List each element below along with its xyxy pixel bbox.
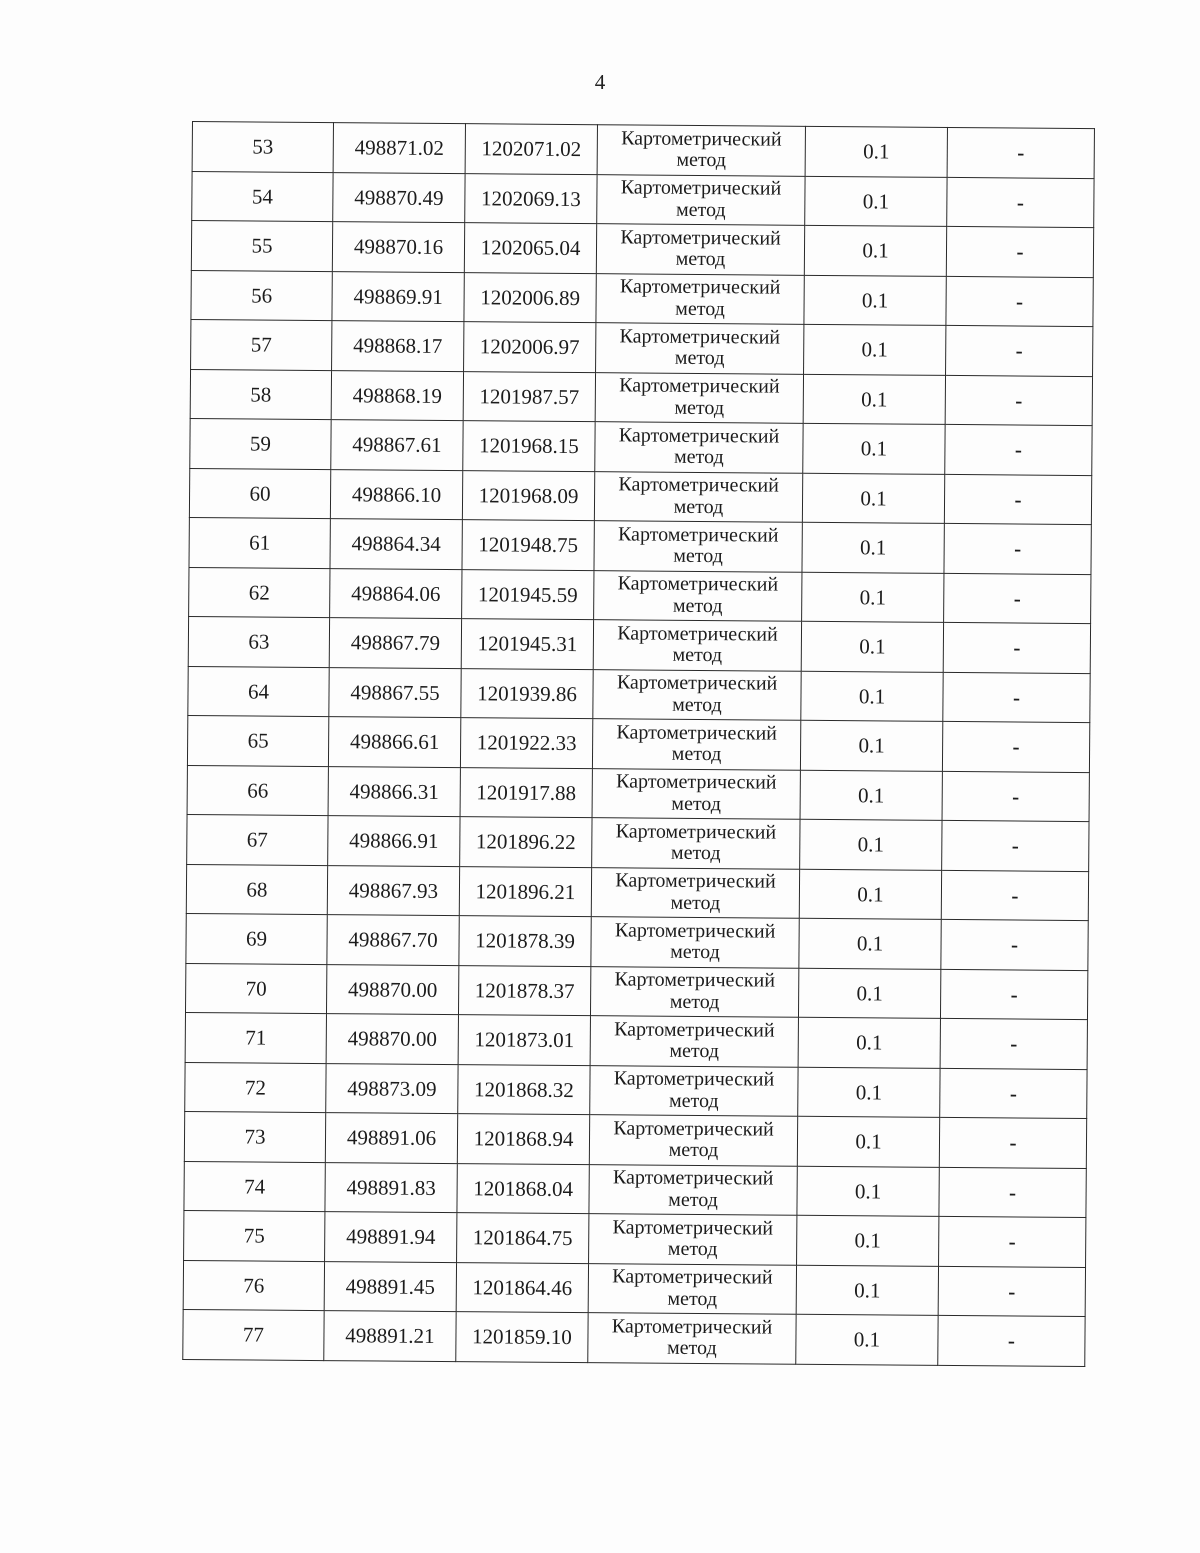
accuracy-cell: 0.1 <box>802 473 944 524</box>
coordinate-y-cell: 1201896.22 <box>460 817 592 868</box>
accuracy-cell: 0.1 <box>803 423 945 474</box>
coordinate-y-cell: 1201868.32 <box>458 1064 590 1115</box>
method-cell <box>597 125 805 176</box>
method-line-2: метод <box>675 198 726 221</box>
table-row <box>189 468 1091 525</box>
method-cell <box>594 471 802 522</box>
accuracy-cell: 0.1 <box>798 1017 940 1068</box>
method-line-1: Картометрический <box>613 1067 775 1091</box>
table-row <box>191 319 1093 376</box>
accuracy-cell: 0.1 <box>802 522 944 573</box>
coordinate-y-cell: 1201864.75 <box>457 1213 589 1264</box>
method-line-1: Картометрический <box>614 968 776 992</box>
point-number-cell: 62 <box>189 567 330 618</box>
method-line-2: метод <box>674 347 725 370</box>
note-cell: - <box>939 1117 1086 1168</box>
coordinate-y-cell: 1201896.21 <box>459 866 591 917</box>
accuracy-cell: 0.1 <box>801 671 943 722</box>
coordinate-y-cell: 1201968.15 <box>463 421 595 472</box>
method-cell <box>590 1016 798 1067</box>
point-number-cell: 66 <box>187 765 328 816</box>
table-row <box>189 567 1091 624</box>
coordinate-x-cell: 498866.10 <box>330 469 462 520</box>
method-line-2: метод <box>669 990 720 1013</box>
method-line-2: метод <box>675 248 726 271</box>
accuracy-cell: 0.1 <box>797 1215 939 1266</box>
accuracy-cell: 0.1 <box>800 720 942 771</box>
method-cell <box>591 867 799 918</box>
method-cell <box>589 1115 797 1166</box>
point-number-cell: 61 <box>189 517 330 568</box>
note-cell: - <box>946 276 1093 327</box>
accuracy-cell: 0.1 <box>802 572 944 623</box>
note-cell: - <box>942 721 1089 772</box>
method-line-2: метод <box>667 1287 718 1310</box>
method-cell <box>594 521 802 572</box>
note-cell: - <box>940 1018 1087 1069</box>
coordinate-y-cell: 1201878.39 <box>459 916 591 967</box>
method-line-2: метод <box>675 297 725 320</box>
coordinate-x-cell: 498891.94 <box>325 1212 457 1263</box>
point-number-cell: 57 <box>191 319 332 370</box>
note-cell: - <box>946 226 1093 277</box>
coordinate-y-cell: 1202071.02 <box>465 124 597 175</box>
note-cell: - <box>943 672 1090 723</box>
accuracy-cell: 0.1 <box>805 176 947 227</box>
table-row <box>185 963 1087 1020</box>
coordinates-table-body <box>183 122 1095 1367</box>
method-line-2: метод <box>670 891 721 914</box>
method-cell <box>592 818 800 869</box>
method-line-2: метод <box>671 792 722 815</box>
method-cell <box>596 224 804 275</box>
method-cell <box>588 1313 796 1364</box>
note-cell: - <box>945 375 1092 426</box>
method-line-1: Картометрический <box>618 424 780 448</box>
coordinate-x-cell: 498870.00 <box>326 964 458 1015</box>
point-number-cell: 55 <box>191 221 332 272</box>
point-number-cell: 73 <box>184 1111 325 1162</box>
method-line-2: метод <box>672 594 723 617</box>
accuracy-cell: 0.1 <box>804 275 946 326</box>
coordinate-y-cell: 1202069.13 <box>465 173 597 224</box>
method-cell <box>596 273 804 324</box>
method-cell <box>589 1214 797 1265</box>
table-row <box>183 1309 1085 1366</box>
method-line-1: Картометрический <box>621 127 782 151</box>
coordinate-y-cell: 1202006.97 <box>464 322 596 373</box>
table-row <box>184 1161 1086 1218</box>
coordinate-x-cell: 498871.02 <box>333 123 465 174</box>
point-number-cell: 56 <box>191 270 332 321</box>
accuracy-cell: 0.1 <box>800 819 942 870</box>
accuracy-cell: 0.1 <box>803 374 945 425</box>
table-row <box>184 1111 1086 1168</box>
note-cell: - <box>947 177 1094 228</box>
point-number-cell: 67 <box>187 814 328 865</box>
method-line-2: метод <box>670 842 721 865</box>
coordinate-y-cell: 1201864.46 <box>456 1262 588 1313</box>
method-cell <box>597 174 805 225</box>
coordinate-y-cell: 1201922.33 <box>460 718 592 769</box>
table-row <box>188 666 1090 723</box>
coordinate-y-cell: 1202065.04 <box>464 223 596 274</box>
point-number-cell: 71 <box>185 1012 326 1063</box>
coordinate-x-cell: 498867.61 <box>331 420 463 471</box>
note-cell: - <box>944 523 1091 574</box>
method-line-1: Картометрический <box>617 572 779 596</box>
method-line-2: метод <box>676 149 727 172</box>
coordinate-y-cell: 1202006.89 <box>464 272 596 323</box>
table-row <box>188 616 1090 673</box>
point-number-cell: 68 <box>186 864 327 915</box>
point-number-cell: 59 <box>190 418 331 469</box>
coordinate-x-cell: 498891.45 <box>324 1261 456 1312</box>
method-line-2: метод <box>674 396 725 419</box>
method-line-1: Картометрический <box>612 1166 774 1190</box>
table-row <box>183 1260 1085 1317</box>
coordinate-y-cell: 1201868.04 <box>457 1163 589 1214</box>
accuracy-cell: 0.1 <box>797 1166 939 1217</box>
coordinate-x-cell: 498866.91 <box>328 816 460 867</box>
table-row <box>185 1012 1087 1069</box>
method-cell <box>594 570 802 621</box>
coordinate-y-cell: 1201948.75 <box>462 520 594 571</box>
note-cell: - <box>945 424 1092 475</box>
point-number-cell: 64 <box>188 666 329 717</box>
method-line-1: Картометрический <box>618 473 779 497</box>
point-number-cell: 69 <box>186 913 327 964</box>
method-line-2: метод <box>668 1188 718 1211</box>
method-line-1: Картометрический <box>614 919 776 943</box>
note-cell: - <box>941 919 1088 970</box>
method-line-2: метод <box>672 693 722 716</box>
coordinate-x-cell: 498870.49 <box>333 172 465 223</box>
note-cell: - <box>940 1068 1087 1119</box>
note-cell: - <box>943 622 1090 673</box>
note-cell: - <box>946 325 1093 376</box>
method-line-2: метод <box>670 941 720 964</box>
note-cell: - <box>939 1167 1086 1218</box>
point-number-cell: 75 <box>184 1210 325 1261</box>
accuracy-cell: 0.1 <box>800 770 942 821</box>
coordinate-x-cell: 498869.91 <box>332 271 464 322</box>
coordinate-x-cell: 498866.31 <box>328 766 460 817</box>
coordinate-y-cell: 1201878.37 <box>458 965 590 1016</box>
method-line-1: Картометрический <box>613 1116 774 1141</box>
point-number-cell: 53 <box>192 122 333 173</box>
method-line-1: Картометрический <box>616 770 777 794</box>
table-row <box>192 171 1094 228</box>
method-line-1: Картометрический <box>612 1215 774 1240</box>
point-number-cell: 65 <box>187 715 328 766</box>
method-line-2: метод <box>668 1089 719 1112</box>
method-cell <box>589 1164 797 1215</box>
coordinate-y-cell: 1201945.59 <box>462 569 594 620</box>
method-cell <box>588 1263 796 1314</box>
coordinate-x-cell: 498891.06 <box>325 1113 457 1164</box>
coordinate-x-cell: 498864.34 <box>330 519 462 570</box>
coordinate-x-cell: 498870.00 <box>326 1014 458 1065</box>
method-cell <box>590 1065 798 1116</box>
point-number-cell: 54 <box>192 171 333 222</box>
method-line-1: Картометрический <box>616 721 778 745</box>
point-number-cell: 70 <box>185 963 326 1014</box>
method-cell <box>595 372 803 423</box>
method-cell <box>593 620 801 671</box>
note-cell: - <box>941 870 1088 921</box>
point-number-cell: 60 <box>189 468 330 519</box>
table-row <box>187 765 1089 822</box>
coordinate-x-cell: 498864.06 <box>330 568 462 619</box>
table-row <box>192 122 1094 179</box>
note-cell: - <box>942 820 1089 871</box>
method-line-1: Картометрический <box>612 1265 773 1289</box>
method-cell <box>592 768 800 819</box>
method-line-1: Картометрический <box>615 820 777 844</box>
coordinates-table <box>182 121 1095 1367</box>
coordinate-x-cell: 498867.55 <box>329 667 461 718</box>
method-line-1: Картометрический <box>620 226 781 250</box>
table-row <box>185 1062 1087 1119</box>
note-cell: - <box>940 969 1087 1020</box>
note-cell: - <box>944 474 1091 525</box>
coordinate-x-cell: 498867.93 <box>327 865 459 916</box>
table-row <box>187 715 1089 772</box>
accuracy-cell: 0.1 <box>799 869 941 920</box>
point-number-cell: 58 <box>190 369 331 420</box>
note-cell: - <box>942 771 1089 822</box>
accuracy-cell: 0.1 <box>804 324 946 375</box>
coordinate-x-cell: 498868.17 <box>332 321 464 372</box>
method-line-2: метод <box>669 1040 720 1063</box>
method-cell <box>595 422 803 473</box>
table-row <box>187 814 1089 871</box>
point-number-cell: 63 <box>188 616 329 667</box>
coordinate-y-cell: 1201939.86 <box>461 668 593 719</box>
method-line-2: метод <box>673 446 724 469</box>
note-cell: - <box>938 1315 1085 1366</box>
coordinate-y-cell: 1201917.88 <box>460 767 592 818</box>
coordinate-y-cell: 1201859.10 <box>456 1312 588 1363</box>
method-line-1: Картометрический <box>619 275 781 299</box>
table-row <box>191 221 1093 278</box>
coordinate-x-cell: 498867.79 <box>329 618 461 669</box>
coordinate-x-cell: 498868.19 <box>331 370 463 421</box>
method-line-2: метод <box>673 495 724 518</box>
coordinate-x-cell: 498870.16 <box>332 222 464 273</box>
accuracy-cell: 0.1 <box>796 1314 938 1365</box>
accuracy-cell: 0.1 <box>799 918 941 969</box>
table-row <box>186 864 1088 921</box>
note-cell: - <box>938 1266 1085 1317</box>
table-row <box>191 270 1093 327</box>
method-line-1: Картометрический <box>619 374 780 398</box>
accuracy-cell: 0.1 <box>805 126 947 177</box>
method-line-1: Картометрический <box>619 325 781 349</box>
method-line-1: Картометрический <box>611 1314 773 1339</box>
coordinate-x-cell: 498867.70 <box>327 915 459 966</box>
method-line-2: метод <box>666 1337 717 1360</box>
coordinate-y-cell: 1201968.09 <box>462 470 594 521</box>
table-row <box>186 913 1088 970</box>
note-cell: - <box>947 127 1094 178</box>
coordinate-y-cell: 1201945.31 <box>461 619 593 670</box>
coordinate-x-cell: 498866.61 <box>328 717 460 768</box>
method-line-2: метод <box>673 545 723 568</box>
method-line-1: Картометрический <box>616 671 778 695</box>
method-line-2: метод <box>672 644 723 667</box>
note-cell: - <box>944 573 1091 624</box>
method-line-1: Картометрический <box>615 869 776 893</box>
point-number-cell: 72 <box>185 1062 326 1113</box>
method-line-2: метод <box>668 1139 719 1162</box>
note-cell: - <box>939 1216 1086 1267</box>
accuracy-cell: 0.1 <box>804 225 946 276</box>
method-line-1: Картометрический <box>620 176 782 200</box>
accuracy-cell: 0.1 <box>798 1067 940 1118</box>
coordinate-x-cell: 498873.09 <box>326 1063 458 1114</box>
coordinate-x-cell: 498891.21 <box>324 1311 456 1362</box>
coordinate-y-cell: 1201868.94 <box>457 1114 589 1165</box>
method-line-1: Картометрический <box>617 523 779 547</box>
table-row <box>190 369 1092 426</box>
method-line-1: Картометрический <box>617 622 778 646</box>
table-row <box>189 517 1091 574</box>
method-line-2: метод <box>667 1238 718 1261</box>
method-cell <box>591 917 799 968</box>
method-line-1: Картометрический <box>614 1018 775 1042</box>
point-number-cell: 77 <box>183 1309 324 1360</box>
table-row <box>184 1210 1086 1267</box>
accuracy-cell: 0.1 <box>798 968 940 1019</box>
accuracy-cell: 0.1 <box>796 1265 938 1316</box>
method-cell <box>593 669 801 720</box>
method-cell <box>592 719 800 770</box>
accuracy-cell: 0.1 <box>797 1116 939 1167</box>
table-row <box>190 418 1092 475</box>
method-line-2: метод <box>671 743 722 766</box>
point-number-cell: 76 <box>183 1260 324 1311</box>
method-cell <box>596 323 804 374</box>
accuracy-cell: 0.1 <box>801 621 943 672</box>
coordinate-y-cell: 1201987.57 <box>463 371 595 422</box>
coordinate-y-cell: 1201873.01 <box>458 1015 590 1066</box>
page-number: 4 <box>594 70 606 94</box>
point-number-cell: 74 <box>184 1161 325 1212</box>
method-cell <box>590 966 798 1017</box>
coordinate-x-cell: 498891.83 <box>325 1162 457 1213</box>
